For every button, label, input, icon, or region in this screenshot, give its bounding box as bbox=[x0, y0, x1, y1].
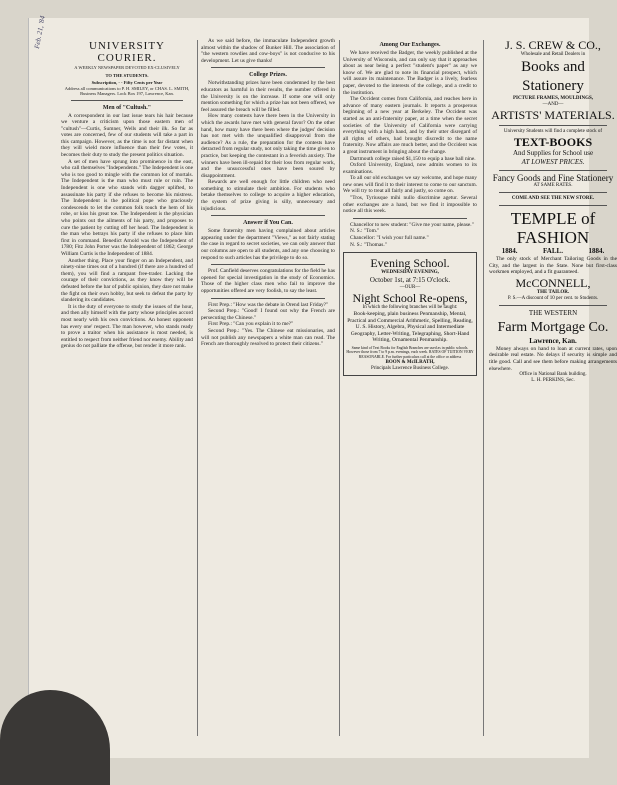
column-2 bbox=[201, 38, 335, 738]
crew-firm: J. S. CREW & CO., bbox=[505, 38, 601, 52]
dialogue-line: Chancellor: "I wish your full name." bbox=[350, 235, 429, 242]
ad-date: October 1st, at 7:15 O'clock. bbox=[369, 276, 451, 285]
mortgage-the-western: THE WESTERN bbox=[528, 308, 578, 317]
mortgage-place: Lawrence, Kan. bbox=[529, 336, 577, 345]
article-title: Men of "Cultush." bbox=[102, 104, 152, 111]
temple-ad bbox=[489, 209, 617, 302]
ad-title: Evening School. bbox=[370, 256, 450, 271]
mortgage-text: Money always on hand to loan at current rates, upon desirable real estate. No delays if security is simple and title good. Call and see them before making arrangements elsewhere. bbox=[489, 345, 617, 372]
divider bbox=[211, 298, 325, 299]
mortgage-company: Farm Mortgage Co. bbox=[497, 319, 609, 335]
temple-year: 1884. bbox=[588, 247, 605, 255]
ad-signature: BOON & McILRATH, bbox=[385, 359, 435, 365]
article-title: Among Our Exchanges. bbox=[379, 42, 441, 48]
column-rule bbox=[339, 40, 340, 736]
paragraph: We have received the Badger, the weekly published at the University of Wisconsin, and can only say that it approaches about as near being a perfect "student's paper" as any we know of. We are glad to note its financial prospect, which will assure its maintenance. The Badger is a lively, fearless paper, devoted to the interests of the college, and a credit to the institution. bbox=[343, 50, 477, 96]
mortgage-sec: L. H. PERKINS, Sec. bbox=[531, 378, 575, 384]
temple-year: 1884. bbox=[501, 247, 518, 255]
crew-textbooks: TEXT-BOOKS bbox=[513, 135, 593, 149]
column-1 bbox=[61, 38, 193, 738]
column-3 bbox=[343, 38, 477, 738]
dialogue-line: N. S.: "Thomas." bbox=[350, 241, 387, 248]
crew-ad bbox=[489, 38, 617, 202]
divider bbox=[499, 192, 607, 193]
dialogue-line: First Prep.: "How was the debate in Orend last Friday?" bbox=[208, 301, 329, 308]
newspaper-page bbox=[28, 15, 617, 758]
divider bbox=[499, 170, 607, 171]
to-students: TO THE STUDENTS. bbox=[105, 72, 149, 78]
divider bbox=[499, 125, 607, 126]
dialogue-line: First Prep.: "Can you explain it to me?" bbox=[208, 321, 294, 328]
paragraph: It is the duty of everyone to study the issues of the hour, and then ally himself with the party whose principles accord most nearly with his own convictions. An honest opponent has every one' respect. The man however, who stands ready to prove a traitor when his assistance is most needed, is entitled to respect from neither friend nor enemy. Ability and genius do not palliate the offense, but render it more rank. bbox=[61, 303, 193, 350]
subscription: Subscription, - - Fifty Cents per Year bbox=[91, 80, 163, 85]
crew-line1: Wholesale and Retail Dealers in bbox=[520, 52, 586, 57]
ad-branches: Book-keeping, plain business Penmanship, Mental, Practical and Commercial Arithmetic, Spelling, Reading, U. S. History, Algebra, Physical and Intermediate Geography, Letter-Writing, Telegraphing, Short-Hand Writing, Ornamental Penmanship. bbox=[347, 311, 473, 344]
crew-books: Books and Stationery bbox=[521, 59, 585, 94]
evening-school-ad bbox=[343, 252, 477, 375]
temple-ps: P. S.—A discount of 10 per cent. to Students. bbox=[507, 295, 599, 301]
temple-text: The only stock of Merchant Tailoring Goods in the City, and the largest in the State. None but first-class workmen employed, and a fit guaranteed. bbox=[489, 256, 617, 276]
temple-name: McCONNELL, bbox=[515, 275, 591, 290]
divider bbox=[211, 264, 325, 265]
crew-fancy: Fancy Goods and Fine Stationery bbox=[492, 173, 614, 183]
ad-reopens: Night School Re-opens, bbox=[352, 291, 468, 306]
crew-come: COME AND SEE THE NEW STORE. bbox=[511, 196, 595, 201]
ad-branches-intro: In which the following branches will be taught: bbox=[362, 305, 458, 311]
temple-title: TEMPLE of FASHION bbox=[510, 209, 596, 247]
divider bbox=[353, 218, 467, 219]
ad-our: —OUR— bbox=[399, 285, 421, 291]
paragraph: Rewards are well enough for little children who need something to stimulate their ambition. For students who betake themselves to college to acquire a higher education, the system of prize giving is silly, unnecessary and injudicious. bbox=[201, 179, 335, 212]
paragraph: How many contests have there been in the University in which the awards have met with general favor? On the other hand, how many have there been where the judges' decision has not met with the unqualified disapproval from the audience? As a rule, the preparation for the contests have detracted from regular study, not only taking the time given to practice, but keeping the contestant in a feverish anxiety. The winners have been ill-repaid for their loss from regular work, and the unsuccessful ones have been soured by disappointment. bbox=[201, 113, 335, 179]
paragraph: A set of men have sprung into prominence in the east, who call themselves "Independents." The Independent is one who is too good to mingle with the common lot of mortals. The Independent is the man who must rule or ruin. The Independent is one who stands with dagger uplifted, to assassinate his party if she refuses to become his mistress. The Independent is the political pope who graciously condescends to let the common folk touch the hem of his robe, or kiss his great toe. The Independent is the physician who points out the ailments of his party, and proposes to cure the patient by cutting off her head. The Independent is the man who betrays his party if she refuses to place him first in command. Benedict Arnold was the Independent of 1780; Fitz John Porter was the Independent of 1862; George William Curtis is the Independent of 1884. bbox=[61, 158, 193, 257]
divider bbox=[499, 205, 607, 206]
paragraph: Some fraternity men having complained about articles appearing under the department "Views," as not fairly stating the case in regard to secret societies, we can only answer that our columns are open to all students, and any one choosing to respond to such articles has the privilege to do so. bbox=[201, 228, 335, 261]
crew-lowest: AT LOWEST PRICES. bbox=[521, 158, 585, 166]
ad-note: Same kind of Text Books for English Branches are used as in public schools. However those from 7 to 9 p.m. evenings, each week. RATES OF TUITION VERY REASONABLE. For further particulars call at the office or address bbox=[346, 345, 474, 359]
temple-fall: FALL. bbox=[543, 247, 563, 255]
column-rule bbox=[197, 40, 198, 736]
crew-supplies: And Supplies for School use bbox=[512, 149, 594, 157]
tagline: A WEEKLY NEWSPAPER DEVOTED EX-CLUSIVELY bbox=[74, 65, 180, 70]
crew-same: AT SAME RATES. bbox=[533, 183, 573, 188]
column-4 bbox=[489, 38, 617, 738]
divider bbox=[211, 215, 325, 216]
dialogue-line: Second Prep.: "Yes. The Chinese eat missionaries, and will not publish any newspapers a white man can read. The French are thoroughly resolved to protect their citizens." bbox=[201, 327, 335, 348]
paragraph: Dartmouth college raised $1,150 to equip a base ball nine. bbox=[350, 155, 476, 162]
crew-students: University Students will find a complete stock of bbox=[503, 129, 603, 134]
paragraph: Another thing. Place your finger on an Independent, and ninety-nine times out of a hundred (if there are a hundred of them), you will find a rampant free-trader. Lacking the courage of their convictions, as they know they will be defeated before the bar of public opinion, they dare not make the fight on their own hobby, but seek to defeat the party by slandering its candidates. bbox=[61, 257, 193, 304]
masthead: UNIVERSITY COURIER. bbox=[89, 40, 165, 64]
paragraph: A correspondent in our last issue tears his hair because we venture a criticism upon those eastern men of "cultush"—Curtis, Sumner, Wells and their ilk. So far as votes are concerned, few of our students will take a part in this campaign. However, as the time is not far distant when they will wield more influence than their few votes, it becomes their duty to study the present politics situation. bbox=[61, 112, 193, 159]
article-title: Answer if You Can. bbox=[243, 220, 293, 227]
handwritten-note: Feb. 21, '84 bbox=[33, 15, 47, 50]
ad-day: WEDNESDAY EVENING, bbox=[381, 270, 439, 276]
crew-picture: PICTURE FRAMES, MOULDINGS, bbox=[512, 96, 593, 101]
paragraph: The Occident comes from California, and reaches here in advance of many eastern journals. It reports a prosperous beginning of a new year at Berkeley. The Occident was started as an anti-fraternity paper, at a time when the secret societies of the University of California were carrying everything with a high hand, and by their utter disregard of all rights of others, had brought discredit to the name fraternity. Now affairs are much better, and the Occident was a great instrument in bringing about the change. bbox=[343, 96, 477, 155]
temple-tailor: THE TAILOR. bbox=[536, 289, 570, 295]
divider bbox=[499, 305, 607, 306]
dialogue-line: Second Prep.: "Good! I found out why the French are persecuting the Chinese." bbox=[201, 308, 335, 321]
dialogue-line: Chancellor to new student: "Give me your name, please." bbox=[350, 221, 474, 228]
paragraph: "Tros, Tyriusque mihi nullo discrimine agetur. Several other exchanges are a hand, but we find it impossible to notice all this week. bbox=[343, 195, 477, 215]
mortgage-ad bbox=[489, 309, 617, 384]
address: Address all communications to P. H. SMILEY, or CHAS. L. SMITH, Business Managers. Lock Box 197, Lawrence, Kan. bbox=[64, 85, 190, 96]
crew-artists: ARTISTS' MATERIALS. bbox=[491, 108, 615, 122]
mortgage-office: Office in National Bank building. bbox=[519, 372, 587, 378]
crew-and: —AND— bbox=[542, 102, 564, 107]
paragraph: Prof. Canfield deserves congratulations for the field he has opened for special investigation in the study of Economics. Those of the higher class men who fail to improve the opportunities offered are very foolish, to say the least. bbox=[201, 268, 335, 294]
ad-sig-title: Principals Lawrence Business College. bbox=[370, 365, 450, 371]
dialogue-line: N. S.: "Tom." bbox=[350, 228, 380, 235]
paragraph: As we said before, the immaculate Independent growth almost within the shadow of Bunker Hill. The association of "the western rowdies and cow-boys" is not conducive to his development. Let us give thanks! bbox=[201, 38, 335, 64]
paragraph: To all our old exchanges we say welcome, and hope many new ones will find it to their interest to come to our sanctum. We will try to treat all fairly and justly, so come on. bbox=[343, 175, 477, 195]
divider bbox=[211, 67, 325, 68]
paragraph: Oxford University, England, now admits women to its examinations. bbox=[343, 162, 477, 175]
divider bbox=[71, 100, 183, 101]
paragraph: Notwithstanding prizes have been condemned by the best educators as harmful in their results, the number offered in the University is on the increase. If some one will only mention something for which a prize has not been offered, we feel assured the breach will be filled. bbox=[201, 80, 335, 113]
column-rule bbox=[483, 40, 484, 736]
article-title: College Prizes. bbox=[249, 72, 287, 79]
temple-season bbox=[489, 247, 617, 256]
